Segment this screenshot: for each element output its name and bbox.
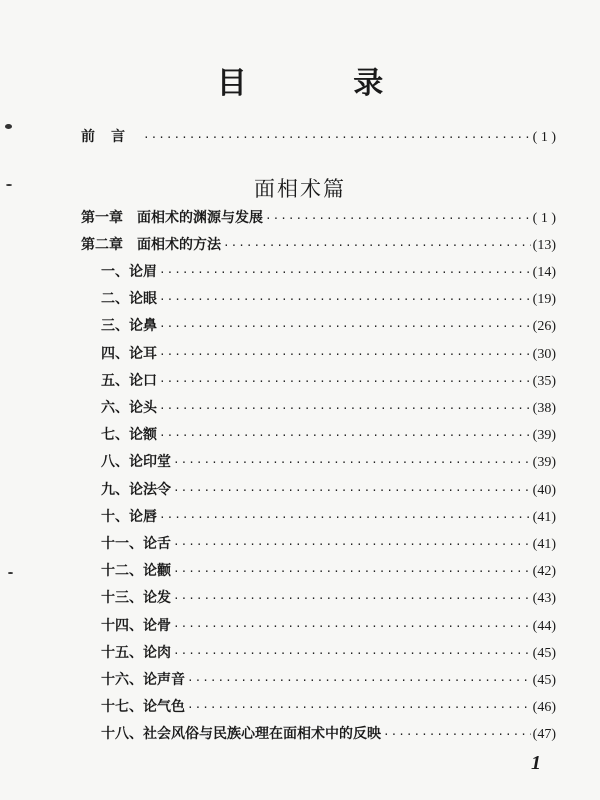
toc-leader xyxy=(173,480,531,502)
toc-label: 前言 xyxy=(81,129,141,145)
toc-row-entry[interactable] xyxy=(0,370,600,392)
toc-page: ( 1 ) xyxy=(532,130,556,145)
toc-row-entry[interactable] xyxy=(0,642,600,664)
scan-speck xyxy=(8,572,13,574)
toc-leader xyxy=(173,452,531,474)
scan-speck xyxy=(6,184,12,186)
toc-row-entry[interactable] xyxy=(0,506,600,528)
toc-label: 六、论头 xyxy=(101,400,157,416)
toc-leader xyxy=(159,344,531,366)
toc-page: (41) xyxy=(532,537,556,552)
toc-label: 一、论眉 xyxy=(101,264,157,280)
toc-label: 四、论耳 xyxy=(101,345,157,362)
toc-row-chapter[interactable] xyxy=(0,207,600,229)
toc-row-entry[interactable] xyxy=(0,451,600,473)
toc-leader xyxy=(159,371,531,393)
toc-leader xyxy=(187,670,531,692)
toc-label: 十二、论颧 xyxy=(101,563,171,580)
toc-leader xyxy=(173,616,531,638)
toc-page: (45) xyxy=(532,673,556,688)
toc-page: (35) xyxy=(532,373,556,389)
toc-row-entry[interactable] xyxy=(0,587,600,609)
toc-page: (42) xyxy=(532,564,556,580)
toc-label: 十八、社会风俗与民族心理在面相术中的反映 xyxy=(101,726,381,743)
toc-page: (43) xyxy=(532,591,556,607)
toc-row-entry[interactable] xyxy=(0,397,600,419)
toc-page: (39) xyxy=(532,455,556,471)
toc-label: 八、论印堂 xyxy=(101,454,171,471)
toc-leader xyxy=(159,507,531,529)
toc-leader xyxy=(159,398,531,420)
toc-page: (47) xyxy=(532,727,556,743)
toc-row-entry[interactable] xyxy=(0,696,600,718)
toc-row-entry[interactable] xyxy=(0,261,600,283)
toc-page: (19) xyxy=(532,292,556,308)
toc-page: (45) xyxy=(532,645,556,661)
toc-leader xyxy=(265,208,531,230)
toc-leader xyxy=(187,697,531,719)
scan-speck xyxy=(5,124,12,129)
toc-row-entry[interactable] xyxy=(0,723,600,745)
toc-row-entry[interactable] xyxy=(0,315,600,337)
toc-page: (39) xyxy=(532,428,556,444)
toc-label: 十、论唇 xyxy=(101,508,157,525)
toc-row-entry[interactable] xyxy=(0,343,600,365)
toc-label: 十一、论舌 xyxy=(101,536,171,552)
toc-page: (26) xyxy=(532,319,556,335)
toc-label: 二、论眼 xyxy=(101,291,157,308)
toc-leader xyxy=(159,425,531,447)
toc-row-entry[interactable] xyxy=(0,479,600,501)
toc-page: (46) xyxy=(532,700,556,716)
toc-page: (38) xyxy=(532,401,556,416)
toc-label: 七、论额 xyxy=(101,427,157,444)
toc-label: 第二章 面相术的方法 xyxy=(81,237,221,253)
toc-page: (40) xyxy=(532,482,556,498)
toc-leader xyxy=(223,235,531,257)
toc-page: (41) xyxy=(532,509,556,525)
toc-leader xyxy=(159,289,531,311)
toc-leader xyxy=(159,316,531,338)
toc-page: (44) xyxy=(532,618,556,634)
toc-row-chapter[interactable] xyxy=(0,234,600,256)
toc-row-preface[interactable] xyxy=(0,126,600,148)
toc-page: ( 1 ) xyxy=(532,211,556,226)
page-title: 目 录 xyxy=(216,66,432,101)
toc-label: 十四、论骨 xyxy=(101,617,171,634)
toc-row-entry[interactable] xyxy=(0,424,600,446)
toc-page: (13) xyxy=(532,238,556,253)
section-title: 面相术篇 xyxy=(254,177,346,201)
toc-leader xyxy=(159,262,531,284)
toc-label: 十七、论气色 xyxy=(101,699,185,716)
toc-leader xyxy=(173,643,531,665)
toc-row-entry[interactable] xyxy=(0,560,600,582)
page-number: 1 xyxy=(531,752,541,774)
toc-label: 第一章 面相术的渊源与发展 xyxy=(81,210,263,226)
toc-label: 十三、论发 xyxy=(101,590,171,607)
toc-leader xyxy=(173,561,531,583)
toc-label: 十五、论肉 xyxy=(101,644,171,661)
toc-label: 五、论口 xyxy=(101,372,157,389)
toc-leader xyxy=(173,588,531,610)
toc-page: (30) xyxy=(532,346,556,362)
toc-leader xyxy=(383,724,531,746)
toc-leader xyxy=(173,534,531,556)
toc-label: 三、论鼻 xyxy=(101,318,157,335)
toc-row-entry[interactable] xyxy=(0,669,600,691)
toc-row-entry[interactable] xyxy=(0,615,600,637)
toc-row-entry[interactable] xyxy=(0,288,600,310)
toc-row-entry[interactable] xyxy=(0,533,600,555)
toc-leader xyxy=(143,127,531,149)
toc-label: 九、论法令 xyxy=(101,481,171,498)
toc-label: 十六、论声音 xyxy=(101,672,185,688)
toc-page: (14) xyxy=(532,265,556,280)
